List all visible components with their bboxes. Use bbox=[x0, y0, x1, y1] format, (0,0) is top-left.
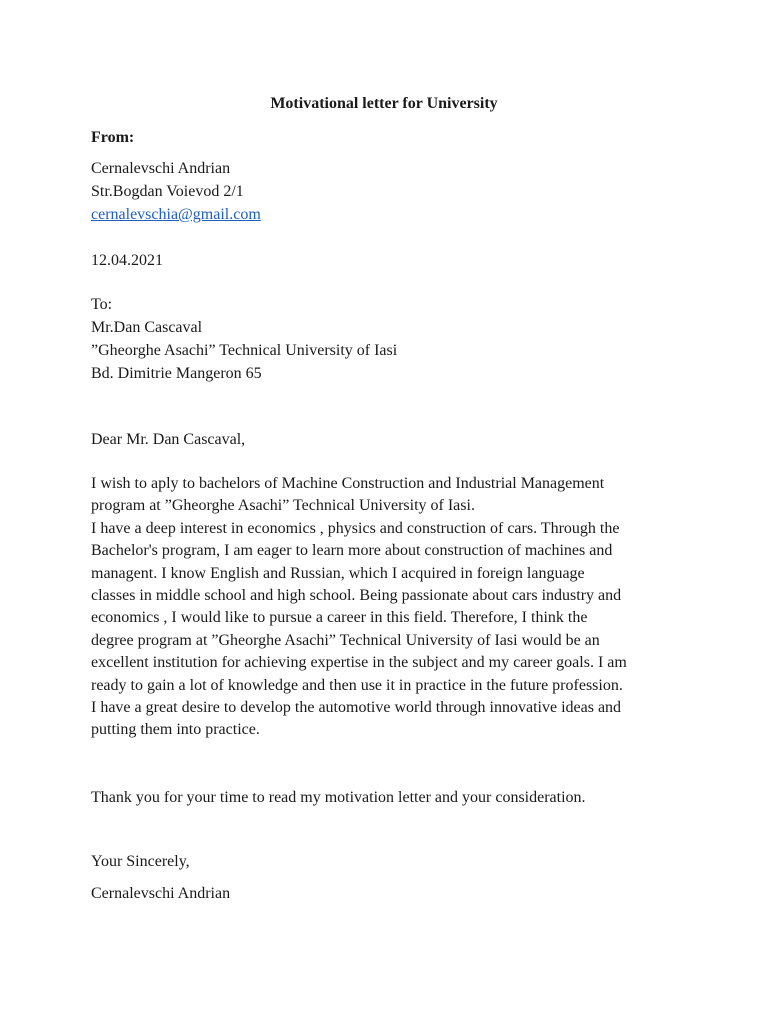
closing: Your Sincerely, bbox=[91, 853, 190, 870]
salutation: Dear Mr. Dan Cascaval, bbox=[91, 431, 246, 448]
body-line: I have a deep interest in economics , physics and construction of cars. Through the bbox=[91, 519, 620, 537]
body-line: Bachelor's program, I am eager to learn more about construction of machines and bbox=[91, 542, 613, 560]
recipient-name: Mr.Dan Cascaval bbox=[91, 319, 203, 336]
body-line: I wish to aply to bachelors of Machine Construction and Industrial Management bbox=[91, 475, 605, 492]
body-line: putting them into practice. bbox=[91, 721, 260, 739]
recipient-institution: ”Gheorghe Asachi” Technical University of Iasi bbox=[91, 342, 398, 359]
letter-date: 12.04.2021 bbox=[91, 252, 163, 269]
letter-title: Motivational letter for University bbox=[270, 95, 498, 112]
body-line: ready to gain a lot of knowledge and then use it in practice in the future profession. bbox=[91, 676, 623, 694]
body-line: degree program at ”Gheorghe Asachi” Technical University of Iasi would be an bbox=[91, 631, 600, 649]
recipient-block bbox=[91, 293, 397, 385]
signature: Cernalevschi Andrian bbox=[91, 885, 231, 902]
body-line: excellent institution for achieving expertise in the subject and my career goals. I am bbox=[91, 654, 627, 672]
body-line: program at ”Gheorghe Asachi” Technical University of Iasi. bbox=[91, 497, 475, 515]
body-line: managent. I know English and Russian, which I acquired in foreign language bbox=[91, 564, 585, 582]
from-label: From: bbox=[91, 129, 135, 146]
sender-block bbox=[91, 157, 261, 226]
to-label: To: bbox=[91, 296, 113, 313]
thanks-line: Thank you for your time to read my motivation letter and your consideration. bbox=[91, 789, 586, 806]
body-line: classes in middle school and high school. Being passionate about cars industry and bbox=[91, 587, 622, 605]
sender-address: Str.Bogdan Voievod 2/1 bbox=[91, 183, 244, 200]
letter-body bbox=[91, 473, 691, 742]
body-line: I have a great desire to develop the automotive world through innovative ideas and bbox=[91, 699, 622, 717]
body-line: economics , I would like to pursue a career in this field. Therefore, I think the bbox=[91, 609, 588, 627]
sender-name: Cernalevschi Andrian bbox=[91, 160, 231, 177]
recipient-address: Bd. Dimitrie Mangeron 65 bbox=[91, 365, 262, 382]
sender-email-link[interactable]: cernalevschia@gmail.com bbox=[91, 206, 261, 223]
